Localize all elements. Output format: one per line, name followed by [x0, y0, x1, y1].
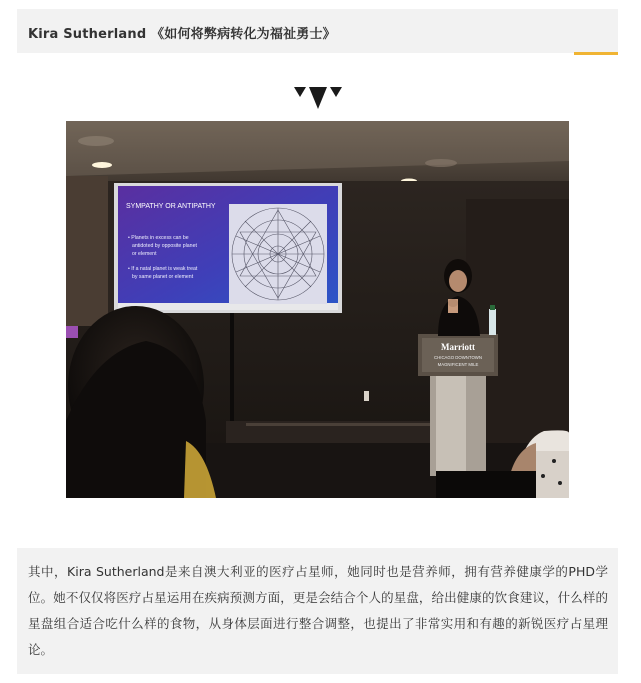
photo-scene: [66, 121, 569, 498]
article-section-title: Kira Sutherland 《如何将弊病转化为福祉勇士》: [28, 27, 336, 42]
slide-bullet-2: • If a natal planet is weak treat by same planet or element: [128, 266, 198, 280]
podium-line-2: MAGNIFICENT MILE: [437, 362, 479, 367]
slide-title: SYMPATHY OR ANTIPATHY: [126, 203, 216, 210]
body-text-box: [17, 548, 618, 674]
conference-photo: [66, 121, 569, 498]
slide-bullet-1: • Planets in excess can be antidoted by opposite planet or element: [128, 235, 197, 257]
header-accent-bar: [574, 52, 618, 55]
podium-line-1: CHICAGO DOWNTOWN: [434, 355, 482, 360]
podium-brand: Marriott: [441, 342, 475, 352]
body-paragraph: 其中，Kira Sutherland是来自澳大利亚的医疗占星师，她同时也是营养师，拥有营养健康学的PHD学位。她不仅仅将医疗占星运用在疾病预测方面，更是会结合个人的星盘，给出健康的饮食建议，什么样的星盘组合适合吃什么样的食物，从身体层面进行整合调整，也提出了非常实用和有趣的新锐医疗占星理论。: [28, 564, 608, 657]
header-box: [17, 9, 618, 53]
triangle-ornament-icon: [293, 85, 343, 109]
astrology-chart-diagram: [232, 208, 324, 300]
